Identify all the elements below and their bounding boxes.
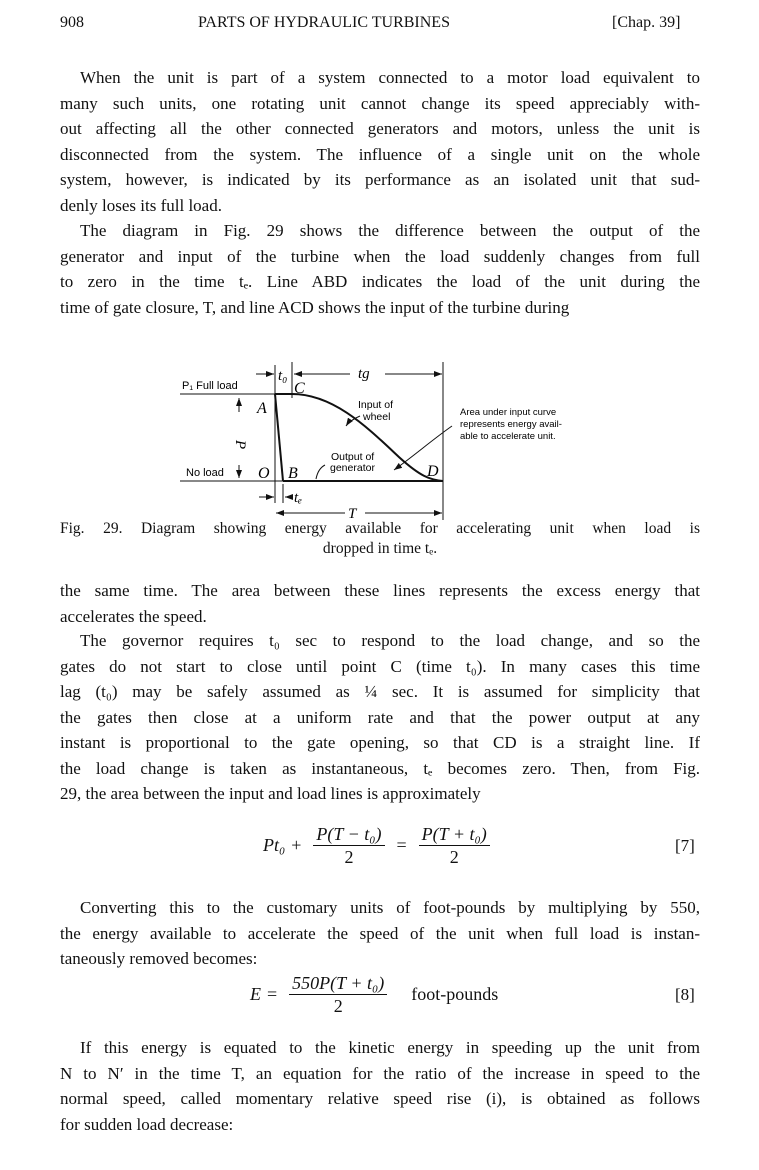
- paragraph-4: [60, 628, 700, 807]
- text-line: the load change is taken as instantaneous, tₑ becomes zero. Then, from Fig.: [60, 758, 700, 778]
- text-line: When the unit is part of a system connected to a motor load equivalent to: [80, 68, 700, 87]
- area-annotation-2: represents energy avail-: [460, 419, 562, 430]
- text-line: instant is proportional to the gate opening, so that CD is a straight line. If: [60, 733, 700, 752]
- text-line: The diagram in Fig. 29 shows the difference between the output of the: [80, 221, 700, 240]
- text-line: Converting this to the customary units of foot-pounds by multiplying by 550,: [80, 898, 700, 917]
- text-line: N to N′ in the time T, an equation for the ratio of the increase in speed to the: [60, 1063, 700, 1083]
- full-load-label: P₁ Full load: [182, 380, 238, 392]
- no-load-label: No load: [186, 467, 224, 479]
- text-line: normal speed, called momentary relative speed rise (i), is obtained as follows: [60, 1089, 700, 1108]
- point-b-label: B: [288, 465, 298, 482]
- te-label: tₑ: [294, 490, 303, 506]
- eq7-equals: =: [396, 835, 407, 855]
- equation-7: [263, 823, 496, 868]
- point-c-label: C: [294, 380, 305, 397]
- point-o-label: O: [258, 465, 270, 482]
- text-line: gates do not start to close until point C (time t₀). In many cases this time: [60, 656, 700, 676]
- output-label: Output of: [331, 451, 375, 463]
- text-line: taneously removed becomes:: [60, 949, 258, 968]
- paragraph-6: [60, 1035, 700, 1137]
- equation-8: [250, 972, 498, 1017]
- eq8-fraction: $\frac{\text{550P(T + t₀)}}{2}$: [289, 972, 387, 1017]
- input-label: Input of: [358, 399, 394, 411]
- text-line: lag (t₀) may be safely assumed as ¼ sec. It is assumed for simplicity that: [60, 682, 700, 701]
- equation-7-number: [7]: [675, 836, 695, 855]
- text-line: out affecting all the other connected generators and motors, unless the unit is: [60, 119, 700, 138]
- text-line: denly loses its full load.: [60, 195, 222, 215]
- text-line: the energy available to accelerate the speed of the unit when full load is instan-: [60, 923, 700, 943]
- text-line: 29, the area between the input and load lines is approximately: [60, 784, 481, 803]
- text-line: generator and input of the turbine when the load suddenly changes from full: [60, 246, 700, 266]
- equation-8-number: [8]: [675, 985, 695, 1004]
- text-line: the same time. The area between these lines represents the excess energy that: [60, 581, 700, 600]
- eq7-fraction-2: $\frac{\text{P(T + t₀)}}{2}$: [419, 823, 490, 868]
- T-label: T: [348, 506, 357, 522]
- figure-29-diagram: [0, 0, 759, 560]
- eq8-lhs: E: [250, 984, 261, 1004]
- text-line: to zero in the time tₑ. Line ABD indicates the load of the unit during the: [60, 272, 700, 291]
- eq8-unit: foot-pounds: [411, 984, 499, 1004]
- tg-label: tg: [358, 366, 370, 382]
- caption-line-1: Fig. 29. Diagram showing energy available for accelerating unit when load is: [60, 520, 700, 537]
- text-line: system, however, is indicated by its performance as an isolated unit that sud-: [60, 170, 700, 189]
- text-line: many such units, one rotating unit cannot change its speed appreciably with-: [60, 93, 700, 113]
- eq7-lhs: Pt₀: [263, 835, 286, 855]
- point-a-label: A: [257, 400, 267, 417]
- output-label-2: generator: [330, 462, 375, 474]
- text-line: If this energy is equated to the kinetic energy in speeding up the unit from: [80, 1038, 700, 1057]
- t0-label: t₀: [278, 368, 288, 384]
- p-label: P: [232, 440, 248, 450]
- text-line: for sudden load decrease:: [60, 1114, 234, 1134]
- output-leader: [316, 465, 325, 479]
- area-annotation-3: able to accelerate unit.: [460, 431, 556, 442]
- eq7-fraction-1: $\frac{\text{P(T − t₀)}}{2}$: [313, 823, 384, 868]
- chapter-label: [Chap. 39]: [612, 14, 681, 31]
- load-line-ab: [275, 394, 283, 481]
- paragraph-5: [60, 895, 700, 972]
- input-label-2: wheel: [363, 411, 391, 423]
- running-title: PARTS OF HYDRAULIC TURBINES: [198, 14, 450, 31]
- text-line: The governor requires t₀ sec to respond to the load change, and so the: [80, 631, 700, 650]
- point-d-label: D: [427, 463, 439, 480]
- text-line: accelerates the speed.: [60, 606, 207, 626]
- area-annotation: Area under input curve: [460, 407, 557, 418]
- eq7-plus: +: [291, 835, 302, 855]
- text-line: the gates then close at a uniform rate and that the power output at any: [60, 707, 700, 727]
- figure-caption: [60, 519, 700, 559]
- caption-line-2: dropped in time tₑ.: [322, 540, 438, 557]
- text-line: time of gate closure, T, and line ACD shows the input of the turbine during: [60, 297, 570, 317]
- paragraph-3: [60, 578, 700, 629]
- eq8-equals: =: [267, 984, 278, 1004]
- text-line: disconnected from the system. The influence of a single unit on the whole: [60, 144, 700, 164]
- page-number: 908: [60, 14, 84, 31]
